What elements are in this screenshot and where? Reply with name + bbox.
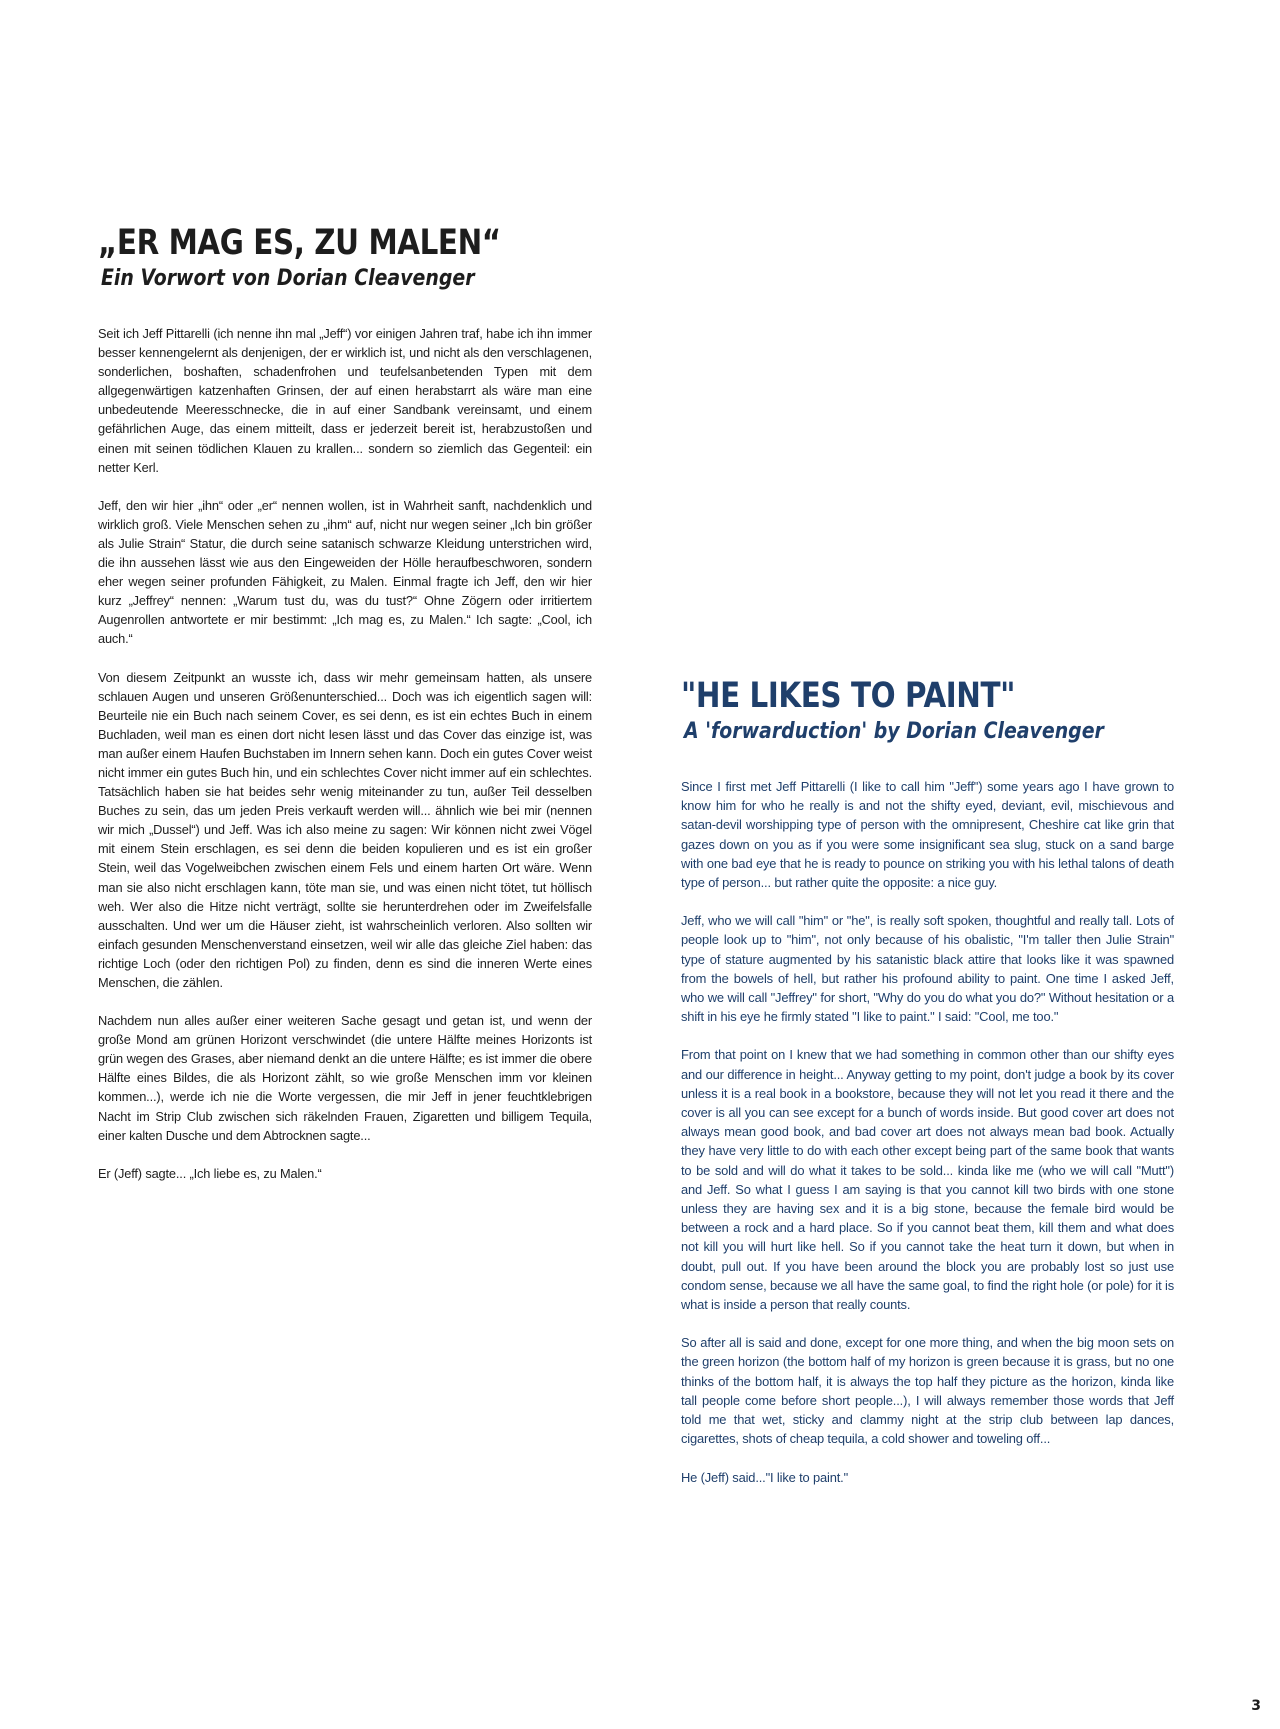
german-paragraph: Jeff, den wir hier „ihn“ oder „er“ nennen wollen, ist in Wahrheit sanft, nachdenklich und wirklich groß. Viele Menschen sehen zu „ihm“ auf, nicht nur wegen seiner „Ich bin größer als Julie Strain“ Statur, die durch seine satanisch schwarze Kleidung unterstrichen wird, die ihn aussehen lässt wie aus den Eingeweiden der Hölle heraufbeschworen, sondern eher wegen seiner profunden Fähigkeit, zu Malen. Einmal fragte ich Jeff, den wir hier kurz „Jeffrey“ nennen: „Warum tust du, was du tust?“ Ohne Zögern oder irritiertem Augenrollen antwortete er mir bestimmt: „Ich mag es, zu Malen.“ Ich sagte: „Cool, ich auch.“ — [98, 497, 592, 647]
german-paragraph: Von diesem Zeitpunkt an wusste ich, dass wir mehr gemeinsam hatten, als unsere schlauen Augen und unseren Größenunterschied... Doch was ich eigentlich sagen will: Beurteile nie ein Buch nach seinem Cover, es sei denn, es ist ein echtes Buch in einem Buchladen, weil man es einen dort nicht lesen lässt und das Cover das einzige ist, was man außer einem Haufen Buchstaben im Innern sehen kann. Doch ein gutes Cover weist nicht immer ein gutes Buch hin, und ein schlechtes Cover nicht immer auf ein schlechtes. Tatsächlich haben sie hat beides sehr wenig miteinander zu tun, außer Teil desselben Buches zu sein, das um jeden Preis verkauft werden will... ähnlich wie bei mir (nennen wir mich „Dussel“) und Jeff. Was ich also meine zu sagen: Wir können nicht zwei Vögel mit einem Stein erschlagen, es sei denn die beiden kopulieren und es ist ein großer Stein, weil das Vogelweibchen zwischen einem Fels und einem harten Ort wäre. Wenn man sie also nicht erschlagen kann, töte man sie, und was einen nicht tötet, tut höllisch weh. Wer also die Hitze nicht verträgt, sollte sie herunterdrehen oder im Zweifelsfalle ausschalten. Und wer um die Häuser zieht, ist wahrscheinlich verloren. Also sollten wir einfach gesunden Menschenverstand einsetzen, weil wir alle das gleiche Ziel haben: das richtige Loch (oder den richtigen Pol) zu finden, denn es sind die inneren Werte eines Menschen, die zählen. — [98, 669, 592, 990]
english-paragraph: Jeff, who we will call "him" or "he", is really soft spoken, thoughtful and really tall. Lots of people look up to "him", not only because of his obalistic, "I'm taller then Julie Strain" type of stature augmented by his satanistic black attire that looks like it was spawned from the bowels of hell, but rather his profound ability to paint. One time I asked Jeff, who we will call "Jeffrey" for short, "Why do you do what you do?" Without hesitation or a shift in his eye he firmly stated "I like to paint." I said: "Cool, me too." — [681, 913, 1174, 1025]
english-paragraph: So after all is said and done, except for one more thing, and when the big moon sets on the green horizon (the bottom half of my horizon is green because it is grass, but no one thinks of the bottom half, it is always the top half they picture as the horizon, kinda like tall people come before short people...), I will always remember those words that Jeff told me that wet, sticky and clammy night at the strip club between lap dances, cigarettes, shots of cheap tequila, a cold shower and toweling off... — [681, 1335, 1174, 1447]
german-foreword — [98, 222, 592, 1202]
english-paragraph: From that point on I knew that we had something in common other than our shifty eyes and our difference in height... Anyway getting to my point, don't judge a book by its cover unless it is a real book in a bookstore, because they will not let you read it there and the cover is all you can see except for a bunch of words inside. But good cover art does not always mean good book, and bad cover art does not always mean bad book. Actually they have very little to do with each other except being part of the same book that wants to be sold and will do what it takes to be sold... kinda like me (who we will call "Mutt") and Jeff. So what I guess I am saying is that you cannot kill two birds with one stone unless they are having sex and it is a big stone, because the female bird would be between a rock and a hard place. So if you cannot beat them, kill them and what does not kill you will hurt like hell. So if you cannot take the heat turn it down, but when in doubt, pull out. If you have been around the block you are probably lost so just use condom sense, because we all have the same goal, to find the right hole (or pole) for it is what is inside a person that really counts. — [681, 1047, 1174, 1313]
german-paragraph: Seit ich Jeff Pittarelli (ich nenne ihn mal „Jeff“) vor einigen Jahren traf, habe ich ihn immer besser kennengelernt als denjenigen, der er wirklich ist, und nicht als den verschlagenen, sonderlichen, boshaften, schadenfrohen und teufelsanbetenden Typen mit dem allgegenwärtigen katzenhaften Grinsen, der auf einen herabstarrt als wäre man eine unbedeutende Meeresschnecke, die in auf einer Sandbank vereinsamt, und einem gefährlichen Auge, das einem mitteilt, dass er jederzeit bereit ist, herabzustoßen und einen mit seinen tödlichen Klauen zu krallen... sondern so ziemlich das Gegenteil: ein netter Kerl. — [98, 326, 592, 475]
english-title: "HE LIKES TO PAINT" — [681, 676, 1016, 716]
english-paragraph: Since I first met Jeff Pittarelli (I like to call him "Jeff") some years ago I have grown to know him for who he really is and not the shifty eyed, deviant, evil, mischievous and satan-devil worshipping type of person with the omnipresent, Cheshire cat like grin that gazes down on you as if you were some insignificant sea slug, stuck on a sand barge with one bad eye that he is ready to pounce on striking you with his lethal talons of death type of person... but rather quite the opposite: a nice guy. — [681, 779, 1174, 891]
english-paragraph: He (Jeff) said..."I like to paint." — [681, 1469, 849, 1485]
english-body — [681, 777, 1174, 1487]
german-paragraph: Nachdem nun alles außer einer weiteren Sache gesagt und getan ist, und wenn der große Mond am grünen Horizont verschwindet (die untere Hälfte meines Horizonts ist grün wegen des Grases, aber niemand denkt an die untere Hälfte; es ist immer die obere Hälfte eines Bildes, die als Horizont zählt, so wie große Menschen imm vor kleinen kommen...), werde ich nie die Worte vergessen, die mir Jeff in jener feuchtklebrigen Nacht im Strip Club zwischen sich räkelnden Frauen, Zigaretten und billigem Tequila, einer kalten Dusche und dem Abtrocknen sagte... — [98, 1013, 592, 1143]
german-body — [98, 324, 592, 1183]
german-subtitle: Ein Vorwort von Dorian Cleavenger — [101, 266, 475, 291]
english-foreword — [681, 675, 1174, 1506]
german-title: „ER MAG ES, ZU MALEN“ — [98, 223, 501, 263]
english-subtitle: A 'forwarduction' by Dorian Cleavenger — [684, 719, 1104, 744]
page-number: 3 — [1251, 1698, 1261, 1714]
german-paragraph: Er (Jeff) sagte... „Ich liebe es, zu Malen.“ — [98, 1165, 322, 1181]
